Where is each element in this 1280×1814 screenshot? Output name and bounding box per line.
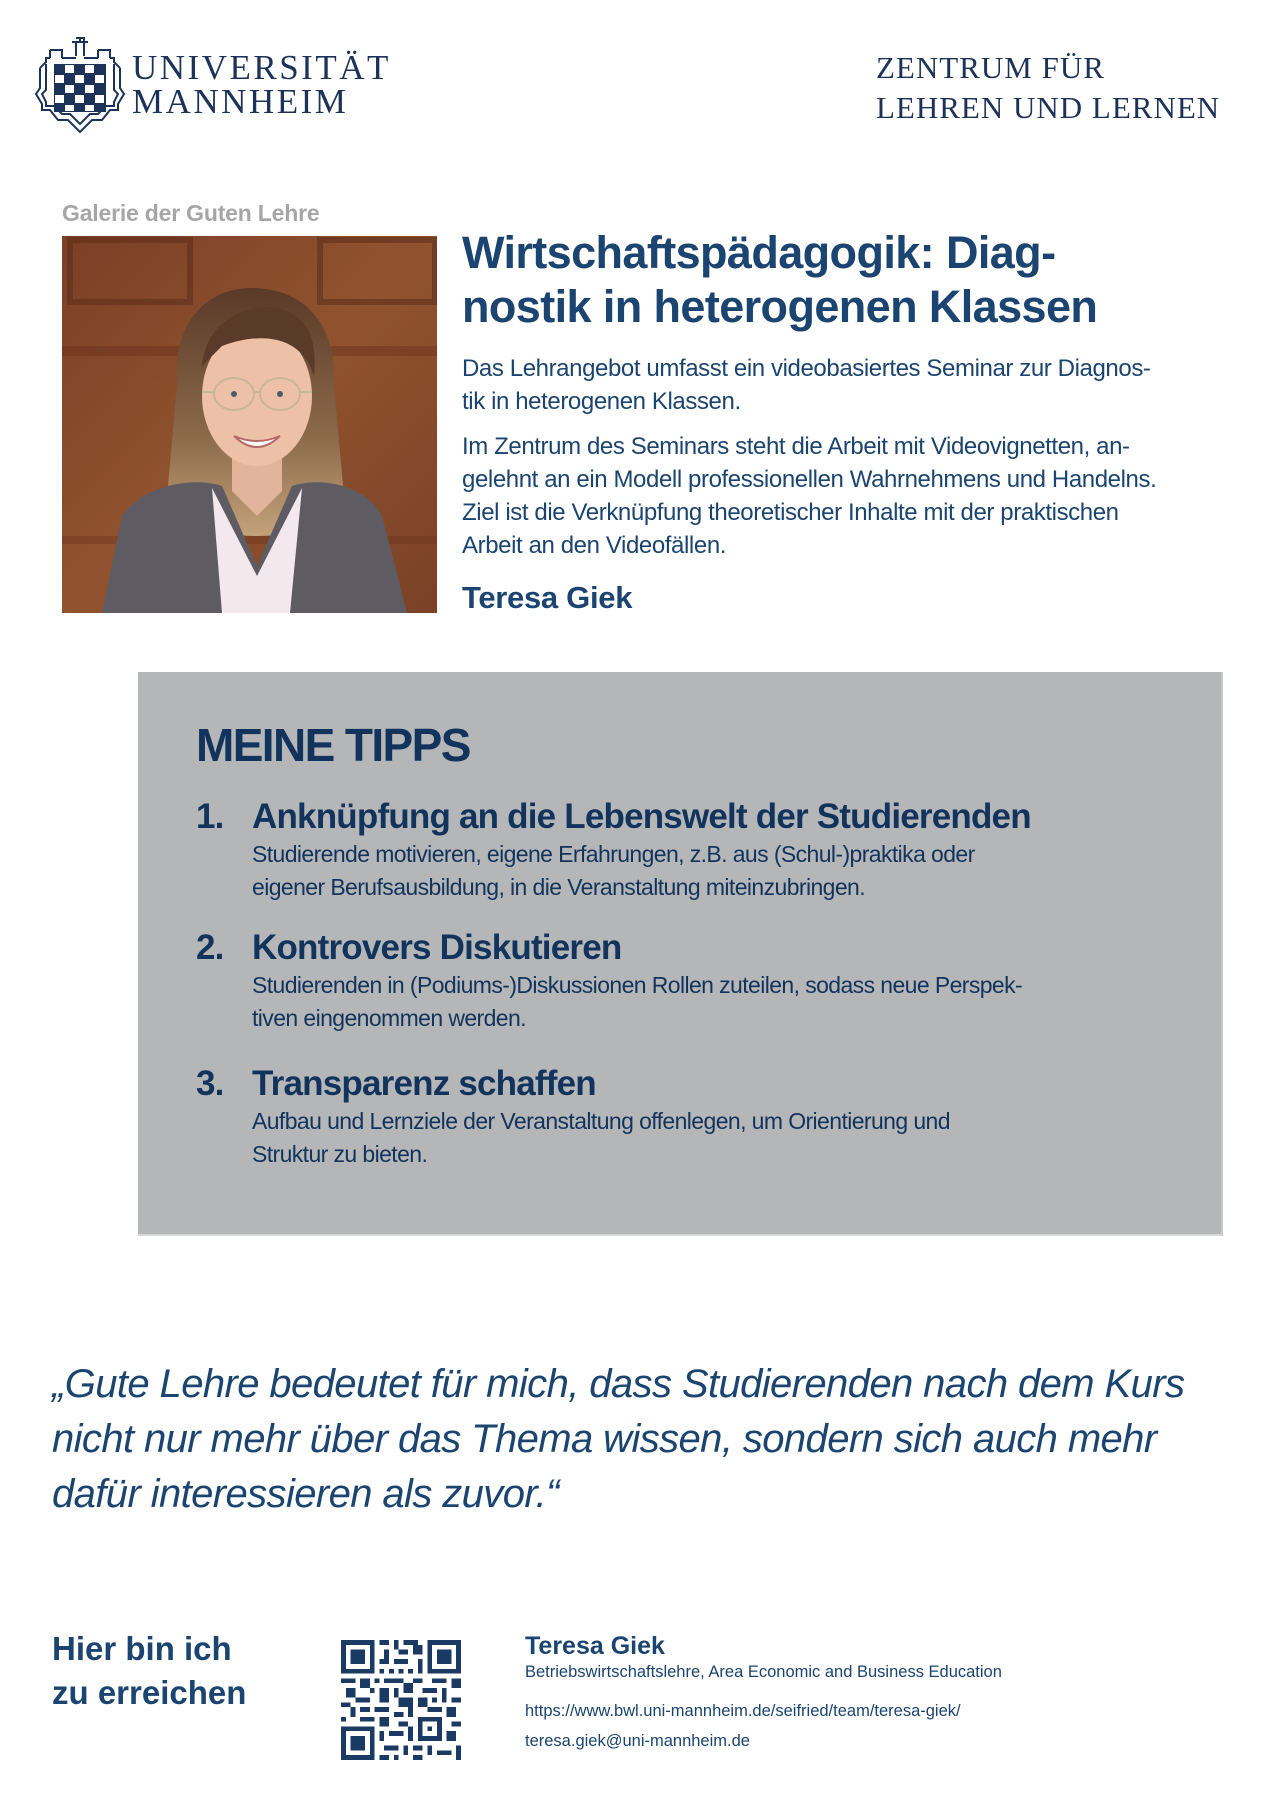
description-paragraph-1: [462, 352, 1232, 418]
description-line: Im Zentrum des Seminars steht die Arbeit mit Videovignetten, an-: [462, 433, 1130, 460]
contact-name: Teresa Giek: [525, 1632, 665, 1660]
tip-body-line: Studierenden in (Podiums-)Diskussionen Rollen zuteilen, sodass neue Perspek-: [252, 972, 1023, 998]
tips-heading: MEINE TIPPS: [196, 719, 470, 771]
teacher-name: Teresa Giek: [462, 580, 633, 615]
quote-line: dafür interessieren als zuvor.“: [52, 1472, 559, 1516]
tip-item-2: [196, 927, 1196, 1035]
tip-body-line: eigener Berufsausbildung, in die Veranstaltung miteinzubringen.: [252, 874, 866, 900]
tip-number: 3.: [196, 1064, 224, 1103]
center-name: [876, 48, 1220, 128]
title-line-1: Wirtschaftspädagogik: Diag-: [462, 227, 1056, 278]
center-name-line-2: LEHREN UND LERNEN: [876, 90, 1221, 125]
tip-body-line: Studierende motivieren, eigene Erfahrungen, z.B. aus (Schul-)praktika oder: [252, 841, 975, 867]
tip-body: [252, 1105, 1196, 1171]
profile-link[interactable]: https://www.bwl.uni-mannheim.de/seifried/team/teresa-giek/: [525, 1702, 961, 1720]
tip-item-3: [196, 1063, 1196, 1171]
contact-heading-line-1: Hier bin ich: [52, 1630, 232, 1667]
tip-title: Transparenz schaffen: [252, 1064, 596, 1103]
portrait-image-icon: [62, 236, 437, 613]
university-name: [132, 48, 391, 121]
tip-body-line: Struktur zu bieten.: [252, 1141, 428, 1167]
university-name-line-1: UNIVERSITÄT: [132, 48, 391, 87]
qr-code-icon[interactable]: [340, 1640, 462, 1760]
tip-body-line: Aufbau und Lernziele der Veranstaltung offenlegen, um Orientierung und: [252, 1108, 950, 1134]
contact-card: [525, 1631, 1002, 1752]
tip-number: 2.: [196, 928, 224, 967]
center-name-line-1: ZENTRUM FÜR: [876, 50, 1105, 85]
tip-number: 1.: [196, 797, 224, 836]
university-logo: [32, 34, 402, 136]
tip-body: [252, 969, 1196, 1035]
contact-heading: [52, 1627, 246, 1715]
description-line: Das Lehrangebot umfasst ein videobasiertes Seminar zur Diagnos-: [462, 355, 1151, 382]
teaching-quote: [52, 1357, 1252, 1522]
description-line: gelehnt an ein Modell professionellen Wahrnehmens und Handelns.: [462, 466, 1157, 493]
tip-body-line: tiven eingenommen werden.: [252, 1005, 526, 1031]
university-name-line-2: MANNHEIM: [132, 82, 349, 121]
title-line-2: nostik in heterogenen Klassen: [462, 281, 1098, 332]
university-crest-icon: [32, 34, 128, 136]
contact-heading-line-2: zu erreichen: [52, 1674, 247, 1711]
tip-body: [252, 838, 1196, 904]
quote-line: „Gute Lehre bedeutet für mich, dass Studierenden nach dem Kurs: [52, 1362, 1185, 1406]
page-title: [462, 226, 1242, 334]
tip-title: Kontrovers Diskutieren: [252, 928, 622, 967]
gallery-label: Galerie der Guten Lehre: [62, 200, 320, 226]
quote-line: nicht nur mehr über das Thema wissen, sondern sich auch mehr: [52, 1417, 1157, 1461]
tip-title: Anknüpfung an die Lebenswelt der Studierenden: [252, 797, 1031, 836]
description-paragraph-2: [462, 430, 1232, 562]
contact-department: Betriebswirtschaftslehre, Area Economic and Business Education: [525, 1663, 1002, 1681]
description-line: Ziel ist die Verknüpfung theoretischer Inhalte mit der praktischen: [462, 499, 1119, 526]
description-line: tik in heterogenen Klassen.: [462, 388, 741, 415]
tip-item-1: [196, 796, 1196, 904]
portrait-photo: [62, 236, 437, 613]
description-line: Arbeit an den Videofällen.: [462, 532, 727, 559]
email-link[interactable]: teresa.giek@uni-mannheim.de: [525, 1732, 750, 1750]
